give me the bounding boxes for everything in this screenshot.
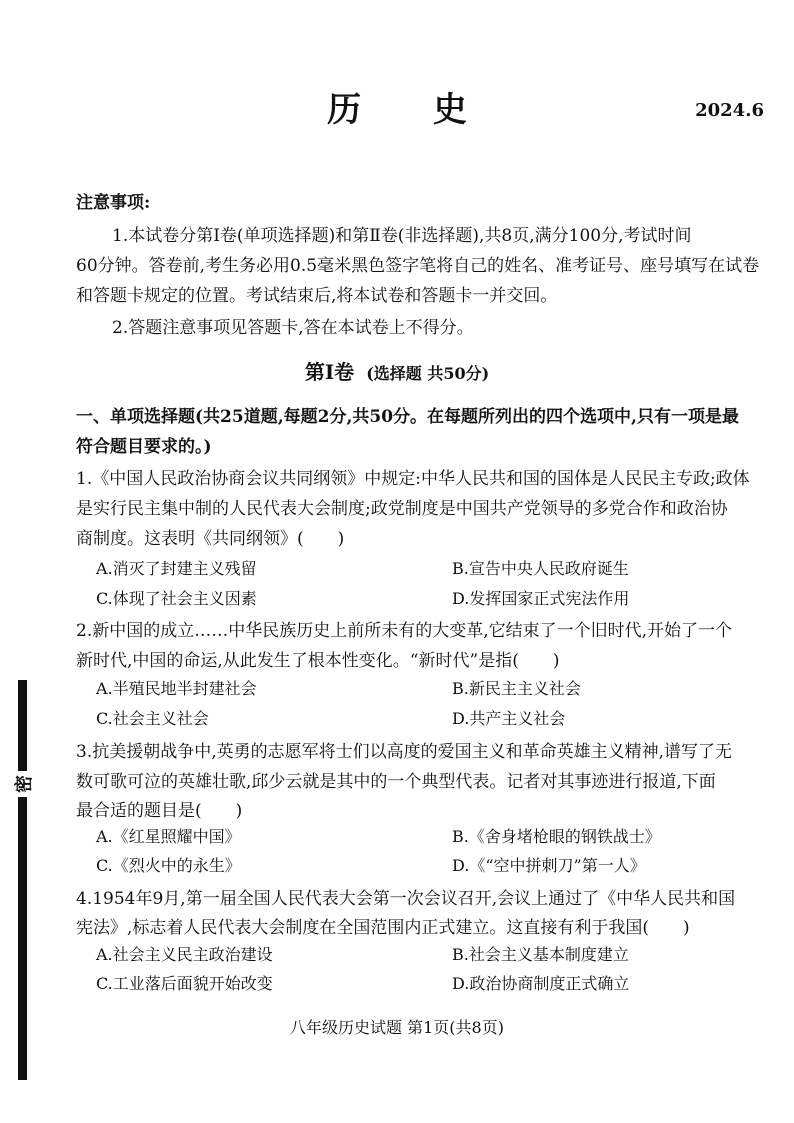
question-text: 宪法》,标志着人民代表大会制度在全国范围内正式建立。这直接有利于我国( ) — [76, 918, 690, 938]
notice-line: 和答题卡规定的位置。考试结束后,将本试卷和答题卡一并交回。 — [76, 286, 558, 306]
section-subtitle: (选择题 共50分) — [366, 364, 490, 383]
option-d: D.共产主义社会 — [452, 709, 566, 728]
option-d: D.《“空中拼刺刀”第一人》 — [452, 856, 646, 875]
option-b: B.社会主义基本制度建立 — [452, 945, 629, 964]
option-c: C.工业落后面貌开始改变 — [96, 974, 273, 993]
page-title: 历 史 — [327, 90, 497, 130]
option-d: D.发挥国家正式宪法作用 — [452, 589, 630, 608]
option-d: D.政治协商制度正式确立 — [452, 974, 630, 993]
binding-line — [18, 680, 27, 1080]
option-b: B.《舍身堵枪眼的钢铁战士》 — [452, 827, 661, 846]
option-c: C.《烈火中的永生》 — [96, 856, 241, 875]
question-text: 4.1954年9月,第一届全国人民代表大会第一次会议召开,会议上通过了《中华人民共和国 — [76, 889, 736, 909]
section-header — [0, 356, 794, 385]
notice-line: 60分钟。答卷前,考生务必用0.5毫米黑色签字笔将自己的姓名、准考证号、座号填写在试卷 — [76, 256, 760, 276]
option-a: A.消灭了封建主义残留 — [96, 559, 257, 578]
part-instructions: 符合题目要求的。) — [76, 437, 212, 457]
seal-char: 密 — [11, 771, 35, 797]
option-c: C.体现了社会主义因素 — [96, 589, 257, 608]
option-c: C.社会主义社会 — [96, 709, 209, 728]
notice-line: 1.本试卷分第Ⅰ卷(单项选择题)和第Ⅱ卷(非选择题),共8页,满分100分,考试时间 — [112, 226, 692, 246]
option-b: B.新民主主义社会 — [452, 679, 581, 698]
question-text: 商制度。这表明《共同纲领》( ) — [76, 529, 345, 549]
question-text: 3.抗美援朝战争中,英勇的志愿军将士们以高度的爱国主义和革命英雄主义精神,谱写了无 — [76, 742, 733, 762]
notice-heading: 注意事项: — [76, 193, 151, 213]
question-text: 2.新中国的成立……中华民族历史上前所未有的大变革,它结束了一个旧时代,开始了一个 — [76, 621, 733, 641]
question-text: 数可歌可泣的英雄壮歌,邱少云就是其中的一个典型代表。记者对其事迹进行报道,下面 — [76, 772, 716, 792]
question-text: 新时代,中国的命运,从此发生了根本性变化。“新时代”是指( ) — [76, 651, 560, 671]
exam-date: 2024.6 — [695, 100, 764, 121]
option-a: A.《红星照耀中国》 — [96, 827, 241, 846]
question-text: 最合适的题目是( ) — [76, 801, 243, 821]
option-a: A.半殖民地半封建社会 — [96, 679, 257, 698]
section-title: 第Ⅰ卷 — [304, 360, 355, 384]
option-b: B.宣告中央人民政府诞生 — [452, 559, 629, 578]
page-footer: 八年级历史试题 第1页(共8页) — [290, 1018, 504, 1037]
notice-line: 2.答题注意事项见答题卡,答在本试卷上不得分。 — [112, 318, 474, 338]
question-text: 1.《中国人民政治协商会议共同纲领》中规定:中华人民共和国的国体是人民民主专政;政体 — [76, 469, 750, 489]
option-a: A.社会主义民主政治建设 — [96, 945, 273, 964]
question-text: 是实行民主集中制的人民代表大会制度;政党制度是中国共产党领导的多党合作和政治协 — [76, 499, 728, 519]
part-instructions: 一、单项选择题(共25道题,每题2分,共50分。在每题所列出的四个选项中,只有一项是最 — [76, 407, 739, 427]
